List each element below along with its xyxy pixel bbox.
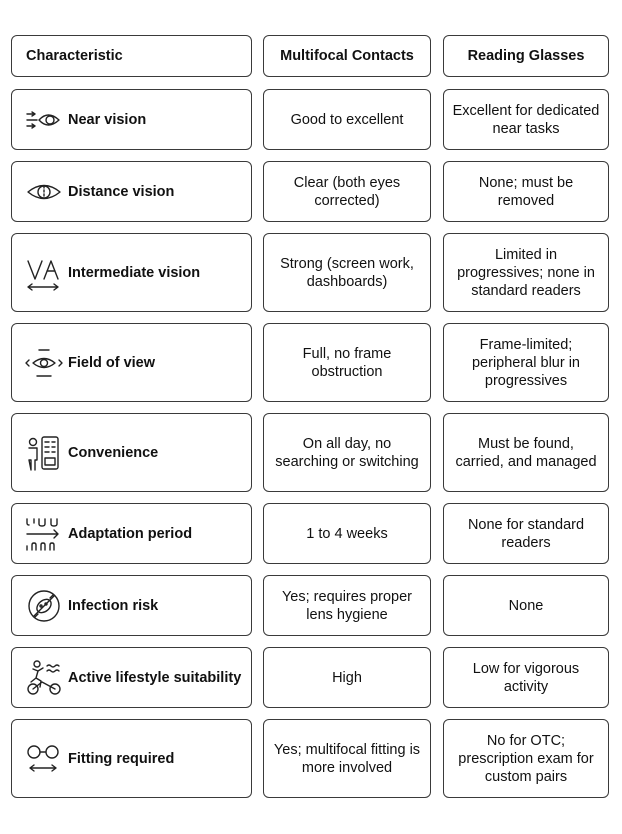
row-adaptation-period-label-cell: [11, 503, 252, 564]
multifocal-value: High: [332, 669, 362, 686]
reading-value: None for standard readers: [467, 516, 585, 551]
row-near-vision-multifocal-cell: [263, 89, 431, 150]
va-arrow-icon: [24, 253, 64, 293]
reading-value: None: [508, 597, 544, 614]
row-convenience-reading-cell: [443, 413, 609, 492]
no-bacteria-icon: [24, 586, 64, 626]
row-infection-risk-label-cell: [11, 575, 252, 636]
row-intermediate-vision-label-cell: [11, 233, 252, 312]
row-field-of-view-multifocal-cell: [263, 323, 431, 402]
row-adaptation-period-reading-cell: [443, 503, 609, 564]
header-multifocal-label: Multifocal Contacts: [280, 48, 414, 64]
row-active-lifestyle-reading-cell: [443, 647, 609, 708]
row-near-vision-reading-cell: [443, 89, 609, 150]
row-label: Active lifestyle suitability: [68, 669, 242, 686]
row-infection-risk-multifocal-cell: [263, 575, 431, 636]
header-reading: [443, 35, 609, 77]
person-phone-icon: [24, 433, 64, 473]
row-fitting-required-reading-cell: [443, 719, 609, 798]
row-intermediate-vision-reading-cell: [443, 233, 609, 312]
row-label: Intermediate vision: [68, 264, 201, 281]
multifocal-value: Good to excellent: [290, 111, 404, 128]
row-fitting-required-label-cell: [11, 719, 252, 798]
row-field-of-view-label-cell: [11, 323, 252, 402]
cyclist-swimmer-icon: [24, 658, 64, 698]
row-label: Infection risk: [68, 597, 159, 614]
row-label: Convenience: [68, 444, 159, 461]
row-label: Fitting required: [68, 750, 175, 767]
row-convenience-multifocal-cell: [263, 413, 431, 492]
multifocal-value: Clear (both eyes corrected): [293, 174, 401, 209]
reading-value: Excellent for dedicated near tasks: [452, 102, 600, 137]
reading-value: No for OTC; prescription exam for custom pairs: [458, 732, 594, 785]
row-intermediate-vision-multifocal-cell: [263, 233, 431, 312]
row-label: Distance vision: [68, 183, 175, 200]
row-near-vision-label-cell: [11, 89, 252, 150]
multifocal-value: Full, no frame obstruction: [302, 345, 392, 380]
reading-value: Frame-limited; peripheral blur in progressives: [471, 336, 580, 389]
reading-value: None; must be removed: [478, 174, 574, 209]
multifocal-value: On all day, no searching or switching: [275, 435, 419, 470]
multifocal-value: 1 to 4 weeks: [306, 525, 388, 542]
reading-value: Must be found, carried, and managed: [455, 435, 597, 470]
near-vision-eye-icon: [24, 100, 64, 140]
row-active-lifestyle-label-cell: [11, 647, 252, 708]
row-label: Near vision: [68, 111, 147, 128]
header-multifocal: [263, 35, 431, 77]
multifocal-value: Yes; multifocal fitting is more involved: [273, 741, 421, 776]
row-label: Field of view: [68, 354, 156, 371]
field-of-view-eye-icon: [24, 343, 64, 383]
header-reading-label: Reading Glasses: [467, 48, 585, 64]
lenses-fitting-icon: [24, 739, 64, 779]
header-characteristic-label: Characteristic: [26, 48, 123, 64]
multifocal-value: Yes; requires proper lens hygiene: [281, 588, 413, 623]
row-convenience-label-cell: [11, 413, 252, 492]
row-distance-vision-reading-cell: [443, 161, 609, 222]
reading-value: Low for vigorous activity: [472, 660, 580, 695]
header-characteristic: [11, 35, 252, 77]
distance-vision-eye-icon: [24, 172, 64, 212]
row-distance-vision-label-cell: [11, 161, 252, 222]
adaptation-arrow-icon: [24, 514, 64, 554]
row-active-lifestyle-multifocal-cell: [263, 647, 431, 708]
row-fitting-required-multifocal-cell: [263, 719, 431, 798]
multifocal-value: Strong (screen work, dashboards): [280, 255, 414, 290]
row-distance-vision-multifocal-cell: [263, 161, 431, 222]
row-infection-risk-reading-cell: [443, 575, 609, 636]
row-label: Adaptation period: [68, 525, 193, 542]
row-adaptation-period-multifocal-cell: [263, 503, 431, 564]
reading-value: Limited in progressives; none in standard readers: [457, 246, 595, 299]
row-field-of-view-reading-cell: [443, 323, 609, 402]
